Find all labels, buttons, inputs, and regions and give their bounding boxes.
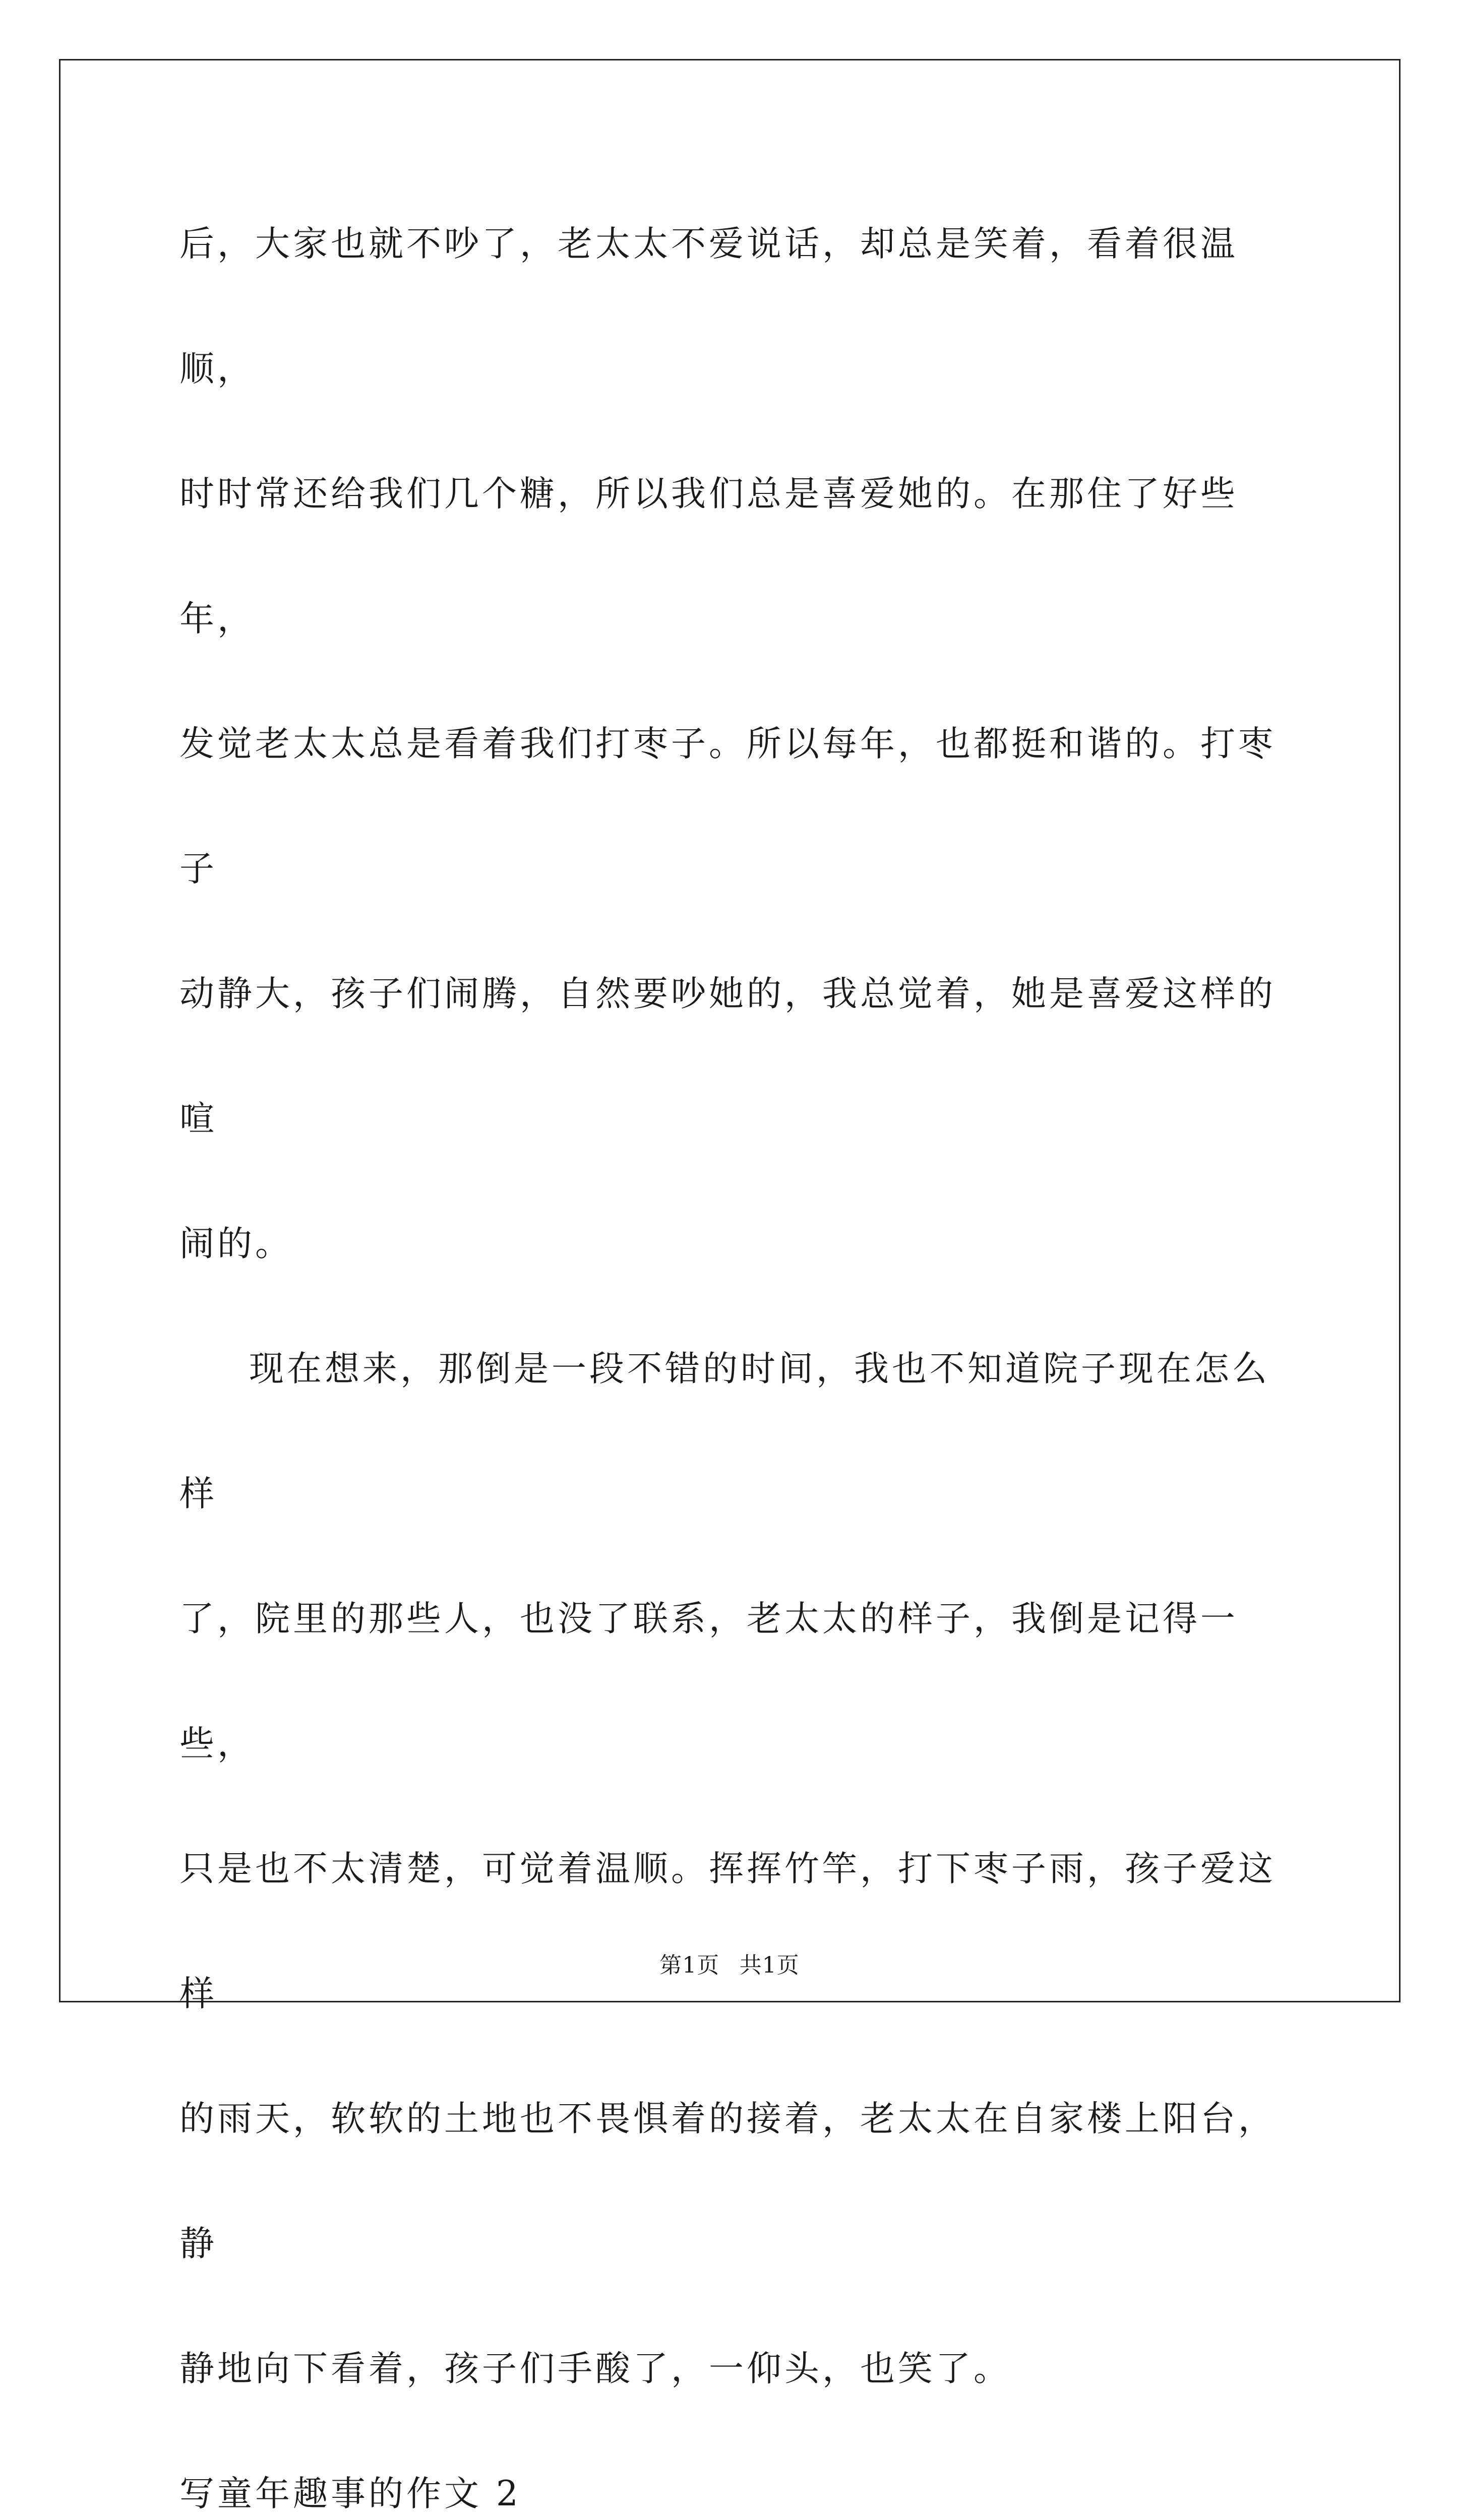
- document-body: [179, 181, 1289, 2520]
- page-footer: [0, 1950, 1459, 1981]
- text-line: 的雨天，软软的土地也不畏惧着的接着，老太太在自家楼上阳台，静: [179, 2099, 1276, 2264]
- page-number: 第1页: [659, 1952, 720, 1978]
- text-line: 时时常还给我们几个糖，所以我们总是喜爱她的。在那住了好些年，: [179, 474, 1238, 639]
- text-line: 只是也不太清楚，可觉着温顺。挥挥竹竿，打下枣子雨，孩子爱这样: [179, 1849, 1276, 2014]
- text-line: 后，大家也就不吵了，老太太不爱说话，却总是笑着，看着很温顺，: [179, 224, 1238, 389]
- text-line: 动静大，孩子们闹腾，自然要吵她的，我总觉着，她是喜爱这样的喧: [179, 974, 1276, 1139]
- text-line: 了，院里的那些人，也没了联系，老太太的样子，我倒是记得一些，: [179, 1599, 1238, 1764]
- section-heading: 写童年趣事的作文 2: [179, 2474, 521, 2514]
- text-line: 静地向下看着，孩子们手酸了，一仰头，也笑了。: [179, 2349, 1011, 2389]
- text-line: 闹的。: [179, 1224, 293, 1264]
- text-line: 发觉老太太总是看着我们打枣子。所以每年，也都挺和谐的。打枣子: [179, 724, 1276, 889]
- page-total: 共1页: [739, 1952, 800, 1978]
- text-line: 现在想来，那倒是一段不错的时间，我也不知道院子现在怎么样: [179, 1349, 1270, 1514]
